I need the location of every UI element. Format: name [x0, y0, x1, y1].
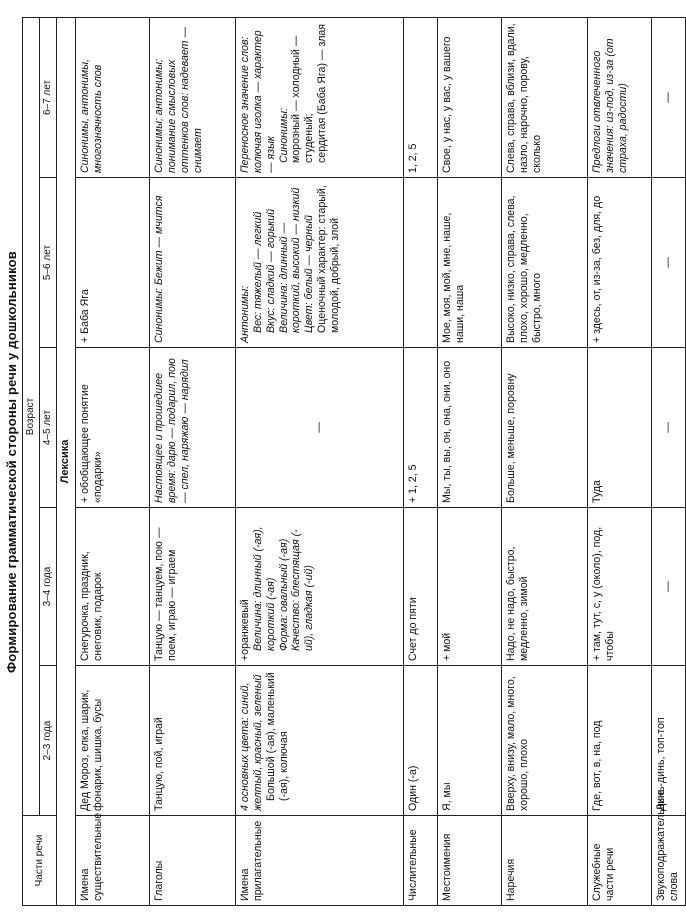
- age-cell: [235, 666, 403, 816]
- table-row: [149, 17, 235, 905]
- age-cell: [587, 508, 651, 666]
- rotated-page: [0, 12, 680, 912]
- cell-line: —: [661, 92, 674, 103]
- part-of-speech-cell: Местоимения: [437, 816, 501, 906]
- cell-line: 1, 2, 5: [406, 143, 419, 173]
- header-age: Возраст: [23, 17, 40, 815]
- cell-line: Мое, моя, мой, мне, наше, наши, наша: [440, 212, 466, 343]
- cell-line: Большой (-ая), маленький (-ая), колючая: [264, 672, 290, 801]
- cell-line: Мы, ты, вы, он, она, они, оно: [440, 360, 453, 503]
- age-cell: [75, 17, 149, 177]
- cell-line: —: [661, 581, 674, 592]
- age-cell: [437, 348, 501, 508]
- age-cell: [235, 178, 403, 348]
- cell-line: Где, вот, в, на, под: [590, 720, 603, 811]
- age-cell: [75, 178, 149, 348]
- age-cell: [149, 508, 235, 666]
- age-cell: [149, 17, 235, 177]
- cell-line: + Баба Яга: [78, 289, 91, 343]
- age-cell: [403, 178, 437, 348]
- page-title: Формирование грамматической стороны речи у дошкольников: [4, 251, 19, 673]
- header-age-1: 3–4 года: [40, 508, 57, 666]
- cell-line: Величина: длинный — короткий, высокий — низкий: [277, 187, 303, 333]
- header-row-2: [40, 17, 57, 905]
- age-cell: [403, 348, 437, 508]
- age-cell: [501, 666, 587, 816]
- age-cell: [587, 666, 651, 816]
- part-of-speech-cell: Числительные: [403, 816, 437, 906]
- cell-line: 4 основных цвета: синий, желтый, красный, зеленый: [238, 674, 264, 811]
- cell-line: Величина: длинный (-ая), короткий (-ая): [251, 526, 277, 651]
- cell-line: Динь-динь, топ-топ: [654, 717, 667, 811]
- age-cell: [403, 17, 437, 177]
- cell-line: Вес: тяжелый — легкий: [251, 211, 264, 333]
- cell-line: Настоящее и прошедшее время: дарю — подарил, пою — спел, наряжаю — нарядил: [152, 358, 191, 503]
- age-cell: [403, 508, 437, 666]
- cell-line: Танцую, пой, играй: [152, 717, 165, 811]
- cell-line: Синонимы, антонимы, многозначность слов: [78, 59, 104, 173]
- age-cell: [587, 178, 651, 348]
- cell-line: + там, тут, с, у (около), под, чтобы: [590, 526, 616, 661]
- header-parts-of-speech: Части речи: [23, 816, 57, 906]
- table-row: [651, 17, 685, 905]
- cell-line: —: [661, 257, 674, 268]
- cell-line: Счет до пяти: [406, 597, 419, 661]
- cell-line: + 1, 2, 5: [406, 464, 419, 503]
- age-cell: [149, 666, 235, 816]
- cell-line: Снегурочка, праздник, снеговик, подарок: [78, 551, 104, 661]
- cell-line: Свое, у нас, у вас, у вашего: [440, 36, 453, 173]
- age-cell: [501, 508, 587, 666]
- cell-line: —: [661, 422, 674, 433]
- age-cell: [651, 178, 685, 348]
- age-cell: [75, 508, 149, 666]
- table-row: [501, 17, 587, 905]
- age-cell: [651, 17, 685, 177]
- cell-line: —: [312, 422, 325, 433]
- cell-line: Танцую — танцуем, пою — поем, играю — играем: [152, 527, 178, 661]
- cell-line: Вверху, внизу, мало, много, хорошо, плохо: [504, 676, 530, 811]
- part-of-speech-cell: Имена существительные: [75, 816, 149, 906]
- age-cell: [149, 178, 235, 348]
- cell-line: Вкус: сладкий — горький: [264, 208, 277, 333]
- header-row-1: [23, 17, 40, 905]
- cell-line: Форма: овальный (-ая): [277, 538, 290, 651]
- cell-line: Надо, не надо, быстро, медленно, зимой: [504, 546, 530, 661]
- cell-line: Предлоги отвлеченного значения: из-под, из-за (от страха, радости): [590, 38, 629, 173]
- cell-line: Синонимы: Бежит — мчится: [152, 195, 165, 343]
- age-cell: [501, 17, 587, 177]
- table-row: [587, 17, 651, 905]
- part-of-speech-cell: Звукоподражательные слова: [651, 816, 685, 906]
- cell-line: Я, мы: [440, 782, 453, 811]
- cell-line: Переносное значение слов: колючая иголка — характер — язык: [238, 30, 277, 173]
- age-cell: [75, 348, 149, 508]
- cell-line: + здесь, от, из-за, без, для, до: [590, 195, 603, 343]
- cell-line: Качество: блестящая (-ий), гладкая (-ий): [290, 529, 316, 651]
- age-cell: [501, 348, 587, 508]
- cell-line: Слева, справа, вблизи, вдали, назло, нарочно, порову, сколько: [504, 23, 543, 173]
- table-row: [437, 17, 501, 905]
- cell-line: Цвет: белый — черный: [303, 215, 316, 333]
- age-cell: [437, 666, 501, 816]
- table-row: [75, 17, 149, 905]
- age-cell: [501, 178, 587, 348]
- table-row: [235, 17, 403, 905]
- age-cell: [235, 17, 403, 177]
- table-row: [403, 17, 437, 905]
- part-of-speech-cell: Служебные части речи: [587, 816, 651, 906]
- cell-line: Туда: [590, 480, 603, 503]
- cell-line: +оранжевый: [238, 599, 251, 661]
- age-cell: [651, 348, 685, 508]
- grammar-table: [22, 17, 686, 906]
- header-age-3: 5–6 лет: [40, 178, 57, 348]
- age-cell: [651, 666, 685, 816]
- header-age-4: 6–7 лет: [40, 17, 57, 177]
- part-of-speech-cell: Глаголы: [149, 816, 235, 906]
- age-cell: [149, 348, 235, 508]
- age-cell: [437, 178, 501, 348]
- age-cell: [403, 666, 437, 816]
- cell-line: Больше, меньше, поровну: [504, 373, 517, 503]
- cell-line: + обобщающее понятие «подарки»: [78, 384, 104, 503]
- part-of-speech-cell: Имена прилагательные: [235, 816, 403, 906]
- cell-line: морозный — холодный — студеный;: [290, 35, 316, 163]
- age-cell: [587, 348, 651, 508]
- age-cell: [437, 17, 501, 177]
- header-age-0: 2–3 года: [40, 666, 57, 816]
- cell-line: Антонимы:: [238, 285, 251, 343]
- cell-line: Синонимы:: [277, 108, 290, 163]
- header-age-2: 4–5 лет: [40, 348, 57, 508]
- age-cell: [437, 508, 501, 666]
- age-cell: [235, 508, 403, 666]
- age-cell: [235, 348, 403, 508]
- section-row: [57, 17, 75, 905]
- cell-line: Оценочный характер: старый, молодой, добрый, злой: [316, 185, 342, 333]
- cell-line: Дед Мороз, елка, шарик, фонарик, шишка, бусы: [78, 689, 104, 811]
- age-cell: [75, 666, 149, 816]
- cell-line: Синонимы; антонимы; понимание смысловых оттенков слов: надевает — снимает: [152, 26, 204, 173]
- cell-line: сердитая (Баба Яга) — злая: [316, 23, 329, 163]
- age-cell: [651, 508, 685, 666]
- age-cell: [587, 17, 651, 177]
- section-title: Лексика: [57, 17, 75, 905]
- cell-line: + мой: [440, 632, 453, 661]
- cell-line: Высоко, низко, справа, слева, плохо, хорошо, медленно, быстро, много: [504, 195, 543, 343]
- cell-line: Один (-а): [406, 765, 419, 811]
- part-of-speech-cell: Наречия: [501, 816, 587, 906]
